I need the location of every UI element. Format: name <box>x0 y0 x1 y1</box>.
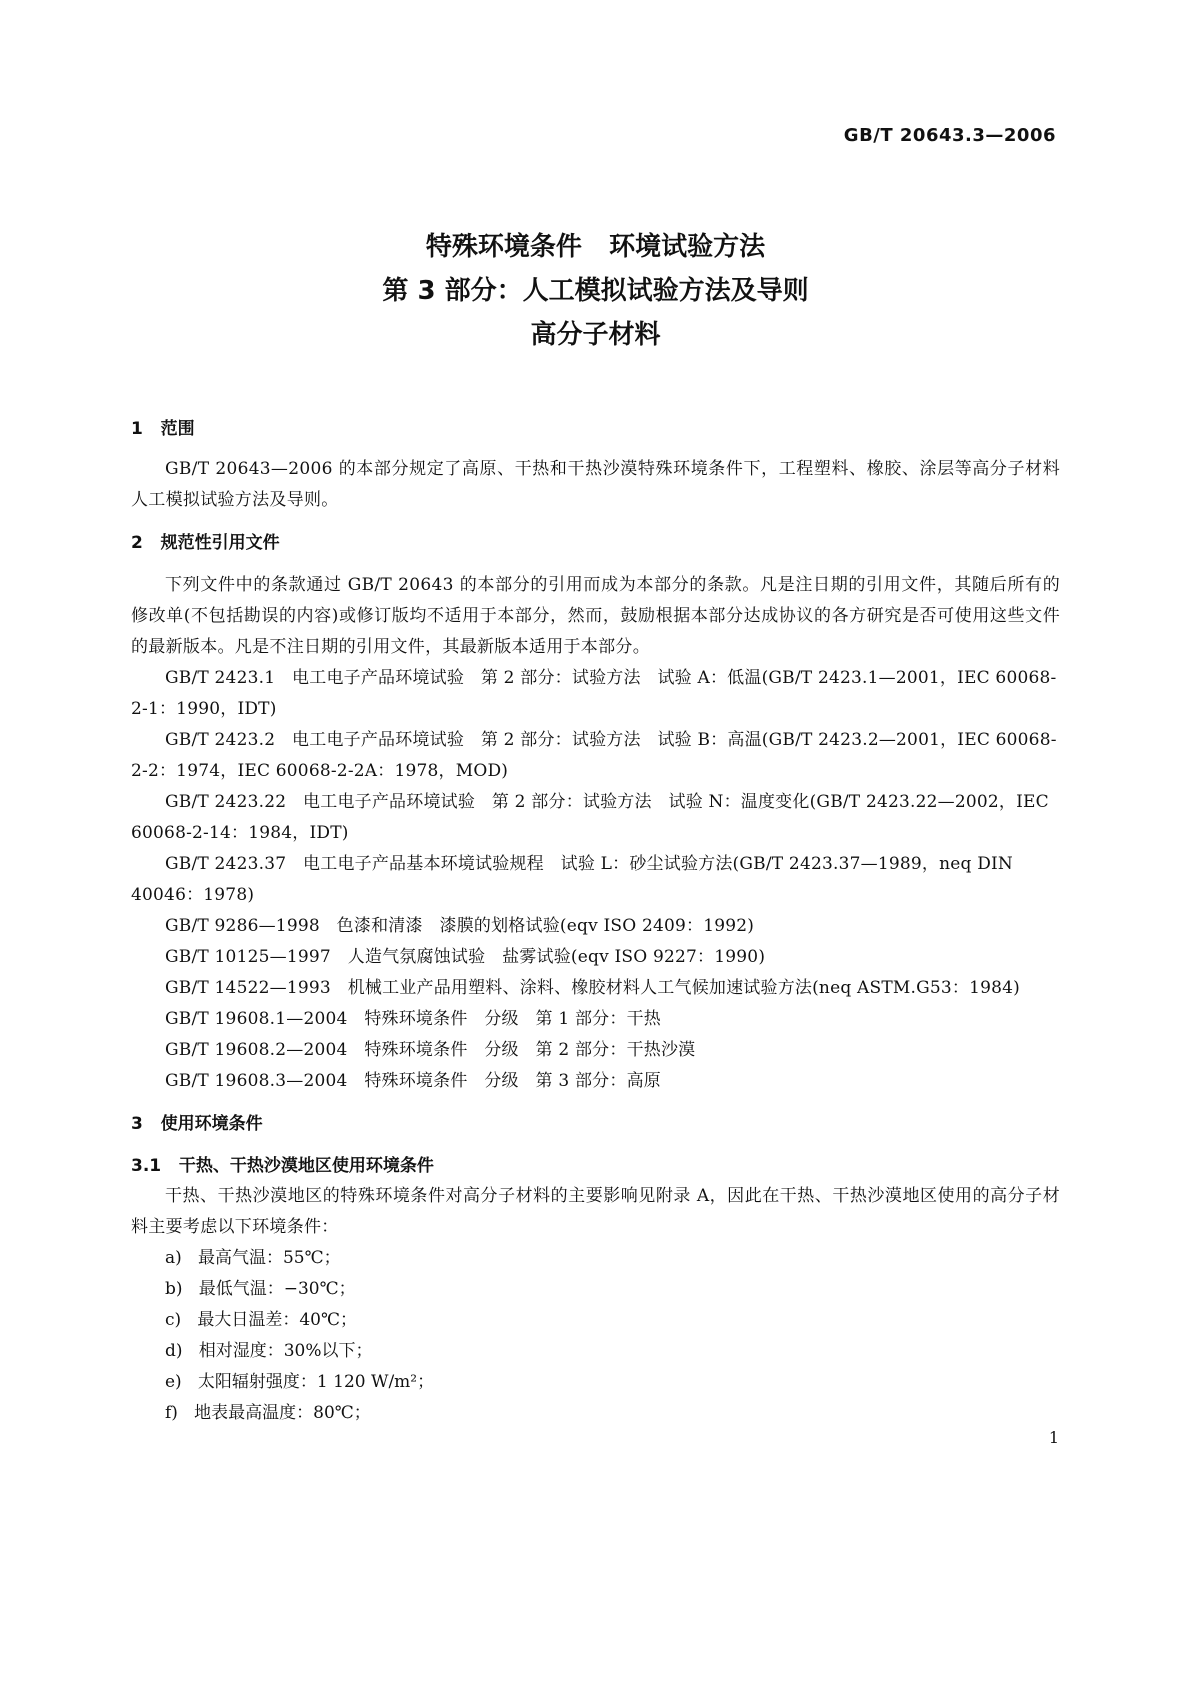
reference-item: GB/T 2423.1 电工电子产品环境试验 第 2 部分：试验方法 试验 A：低温(GB/T 2423.1—2001，IEC 60068-2-1：1990，IDT) <box>131 668 1057 719</box>
reference-item: GB/T 2423.2 电工电子产品环境试验 第 2 部分：试验方法 试验 B：高温(GB/T 2423.2—2001，IEC 60068-2-2：1974，IEC 60068-2-2A：1978，MOD) <box>131 730 1057 781</box>
condition-list-item: f) 地表最高温度：80℃； <box>165 1403 371 1423</box>
subsection-heading-dry-heat: 3.1 干热、干热沙漠地区使用环境条件 <box>131 1156 434 1176</box>
document-body <box>131 414 1060 1429</box>
section-heading-scope: 1 范围 <box>131 419 195 439</box>
document-title <box>0 225 1191 357</box>
condition-list-item: d) 相对湿度：30%以下； <box>165 1341 373 1361</box>
reference-item: GB/T 9286—1998 色漆和清漆 漆膜的划格试验(eqv ISO 2409：1992) <box>165 916 755 936</box>
section-heading-normative-references: 2 规范性引用文件 <box>131 533 280 553</box>
reference-item: GB/T 14522—1993 机械工业产品用塑料、涂料、橡胶材料人工气候加速试验方法(neq ASTM.G53：1984) <box>165 978 1021 998</box>
condition-list-item: c) 最大日温差：40℃； <box>165 1310 358 1330</box>
dry-heat-paragraph: 干热、干热沙漠地区的特殊环境条件对高分子材料的主要影响见附录 A，因此在干热、干热沙漠地区使用的高分子材料主要考虑以下环境条件： <box>131 1186 1060 1237</box>
page-number: 1 <box>1048 1428 1059 1447</box>
section-heading-environment-conditions: 3 使用环境条件 <box>131 1114 263 1134</box>
title-line-2: 第 3 部分：人工模拟试验方法及导则 <box>382 276 809 306</box>
reference-item: GB/T 2423.37 电工电子产品基本环境试验规程 试验 L：砂尘试验方法(GB/T 2423.37—1989，neq DIN 40046：1978) <box>131 854 1019 905</box>
title-line-1: 特殊环境条件 环境试验方法 <box>425 232 766 262</box>
reference-item: GB/T 19608.3—2004 特殊环境条件 分级 第 3 部分：高原 <box>165 1071 661 1091</box>
standard-code: GB/T 20643.3—2006 <box>843 125 1056 146</box>
reference-item: GB/T 19608.2—2004 特殊环境条件 分级 第 2 部分：干热沙漠 <box>165 1040 696 1060</box>
references-intro-paragraph: 下列文件中的条款通过 GB/T 20643 的本部分的引用而成为本部分的条款。凡是注日期的引用文件，其随后所有的修改单(不包括勘误的内容)或修订版均不适用于本部分，然而，鼓励根据本部分达成协议的各方研究是否可使用这些文件的最新版本。凡是不注日期的引用文件，其最新版本适用于本部分。 <box>131 575 1060 657</box>
condition-list-item: a) 最高气温：55℃； <box>165 1248 341 1268</box>
condition-list-item: e) 太阳辐射强度：1 120 W/m²； <box>165 1372 435 1392</box>
reference-item: GB/T 2423.22 电工电子产品环境试验 第 2 部分：试验方法 试验 N：温度变化(GB/T 2423.22—2002，IEC 60068-2-14：1984，IDT) <box>131 792 1055 843</box>
reference-item: GB/T 10125—1997 人造气氛腐蚀试验 盐雾试验(eqv ISO 9227：1990) <box>165 947 766 967</box>
title-line-3: 高分子材料 <box>530 320 661 350</box>
scope-paragraph: GB/T 20643—2006 的本部分规定了高原、干热和干热沙漠特殊环境条件下，工程塑料、橡胶、涂层等高分子材料人工模拟试验方法及导则。 <box>131 459 1060 510</box>
reference-item: GB/T 19608.1—2004 特殊环境条件 分级 第 1 部分：干热 <box>165 1009 661 1029</box>
condition-list-item: b) 最低气温：−30℃； <box>165 1279 356 1299</box>
